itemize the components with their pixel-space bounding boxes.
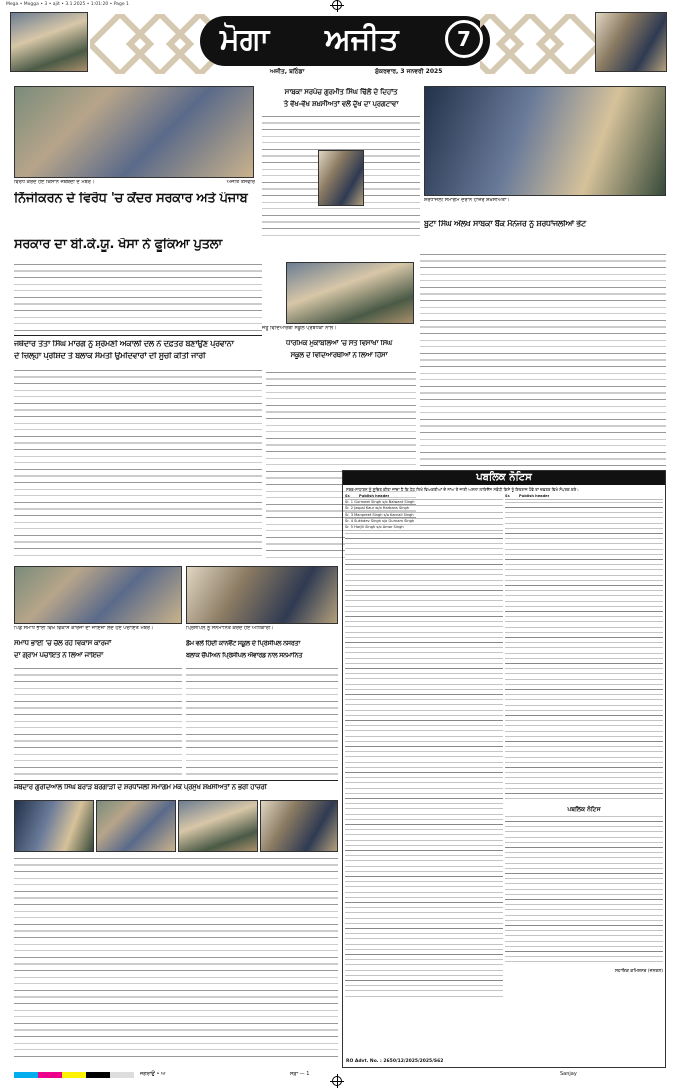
story4-headline-line1: ਜਥੇਦਾਰ ਤੋਤਾ ਸਿੰਘ ਮਾਰਗ ਨੂੰ ਸ਼੍ਰੋਮਣੀ ਅਕਾਲੀ ਦਲ ਨੇ ਦਫ਼ਤਰ ਬਣਾਉਣ ਪ੍ਰਵਾਨਾ	[14, 340, 234, 348]
notice-list-filler	[505, 500, 663, 800]
story2-headline-line2: ਤੇ ਵੱਖ-ਵੱਖ ਸ਼ਖ਼ਸੀਅਤਾਂ ਵਲੋਂ ਦੁੱਖ ਦਾ ਪ੍ਰਗਟਾਵਾ	[283, 100, 399, 108]
masthead-pattern-right-icon	[480, 14, 600, 74]
story5-headline-line1: ਧਾਰਮਿਕ ਮੁਕਾਬਲਿਆਂ 'ਚ ਸੰਤ ਵਿਸਾਖਾ ਸਿੰਘ	[286, 340, 392, 347]
story1-caption: ਵਿਰੋਧ ਕਰਦੇ ਹੋਏ ਕਿਸਾਨ ਜਥੇਬੰਦੀ ਦੇ ਮੈਂਬਰ।	[14, 180, 95, 185]
notice-list-filler	[505, 814, 663, 964]
story5-caption: ਜੇਤੂ ਵਿਦਿਆਰਥੀ ਸਕੂਲ ਪ੍ਰਬੰਧਕਾਂ ਨਾਲ।	[262, 326, 337, 331]
footer-mid: ਸਫ਼ਾ — 1	[290, 1071, 310, 1077]
masthead-title-right: ਅਜੀਤ	[325, 22, 399, 57]
story6-caption: ਪਿੰਡ ਸਮਾਧ ਭਾਈ ਵਿਖੇ ਵਿਕਾਸ ਕਾਰਜਾਂ ਦਾ ਜਾਇਜ਼ਾ ਲੈਂਦੇ ਹੋਏ ਪੰਚਾਇਤ ਮੈਂਬਰ।	[14, 626, 154, 631]
footer-color-bar	[14, 1072, 134, 1078]
public-notice	[342, 470, 666, 1068]
story8-body	[14, 856, 338, 1061]
table-row: Sr. 2 Jaspal Kaur w/o Harbans Singh	[345, 506, 503, 512]
story3-headline: ਬੂਟਾ ਸਿੰਘ ਔਲਖ ਸਾਬਕਾ ਬੈਂਕ ਮੈਨੇਜਰ ਨੂੰ ਸ਼ਰਧਾਂਜਲੀਆਂ ਭੇਟ	[424, 220, 586, 228]
story3-photo	[424, 86, 666, 196]
page-number-text: 7	[457, 27, 471, 51]
story8-photo-1	[14, 800, 94, 852]
story2-headline-line1: ਸਾਬਕਾ ਸਰਪੰਚ ਗੁਰਮੀਤ ਸਿੰਘ ਢਿੱਲੋਂ ਦੇ ਦਿਹਾਂਤ	[284, 88, 398, 96]
story5-headline-line2: ਸਕੂਲ ਦੇ ਵਿਦਿਆਰਥੀਆਂ ਨੇ ਲਿਆ ਹਿੱਸਾ	[290, 352, 388, 359]
notice-header: Sr. Publish header	[345, 494, 503, 500]
story7-body	[186, 666, 338, 776]
story7-caption: ਪ੍ਰਿੰਸੀਪਲ ਨੂੰ ਸਨਮਾਨਿਤ ਕਰਦੇ ਹੋਏ ਅਧਿਕਾਰੀ।	[186, 626, 274, 631]
table-row: Sr. 5 Harjit Singh s/o Amar Singh	[345, 525, 503, 531]
story4-body	[14, 368, 262, 558]
masthead-photo-left	[10, 12, 88, 72]
masthead-title-left: ਮੋਗਾ	[220, 22, 270, 57]
story3-caption: ਸ਼ਰਧਾਂਜਲੀ ਸਮਾਗਮ ਦੌਰਾਨ ਹਾਜ਼ਰ ਸ਼ਖ਼ਸੀਅਤਾਂ।	[424, 198, 510, 203]
story8-headline: ਜਥੇਦਾਰ ਗੁਰਦਿਆਲ ਸਿੰਘ ਬਰਾੜ ਬਰਗਾੜੀ ਦੇ ਸ਼ਰਧਾਂਜਲੀ ਸਮਾਗਮ ਮੌਕੇ ਪ੍ਰਮੁੱਖ ਸ਼ਖ਼ਸੀਅਤਾਂ ਨੇ ਭਰੀ ਹਾਜ਼ਰੀ	[14, 784, 267, 791]
story8-photo-2	[96, 800, 176, 852]
story1-headline-line2: ਸਰਕਾਰ ਦਾ ਬੀ.ਕੇ.ਯੂ. ਖੋਸਾ ਨੇ ਫੂਕਿਆ ਪੁਤਲਾ	[14, 238, 222, 252]
story7-headline-line2: ਬਲਾਕ ਚੈਂਪੀਅਨ ਪ੍ਰਿੰਸੀਪਲ ਐਵਾਰਡ ਨਾਲ ਸਨਮਾਨਿਤ	[186, 652, 303, 659]
story6-photo	[14, 566, 182, 624]
story7-photo	[186, 566, 338, 624]
masthead-photo-right	[595, 12, 667, 72]
table-row: Sr. 1 Gurmeet Singh s/o Balwant Singh	[345, 500, 503, 506]
footer-left: ਜਗਰਾਉਂ • ਅ	[140, 1071, 166, 1077]
public-notice-footer-title: ਪਬਲਿਕ ਨੋਟਿਸ	[567, 806, 601, 814]
story8-photo-4	[260, 800, 338, 852]
story1-credit: ਅਜੀਤ ਤਸਵੀਰ	[226, 180, 255, 185]
divider	[14, 780, 338, 781]
notice-list-filler	[345, 531, 503, 1001]
story1-photo	[14, 86, 254, 178]
story7-headline-line1: ਡੈਮ ਵਲੋਂ ਹਿੰਦੀ ਕਾਨਵੈਂਟ ਸਕੂਲ ਦੇ ਪ੍ਰਿੰਸੀਪਲ ਨਸਰਤਾ	[186, 640, 301, 647]
masthead	[10, 12, 667, 80]
divider	[14, 335, 262, 336]
table-row: Sr. 4 Sukhdev Singh s/o Gurnam Singh	[345, 519, 503, 525]
story6-headline-line1: ਸਮਾਧ ਭਾਈ 'ਚ ਚੱਲ ਰਹੇ ਵਿਕਾਸ ਕਾਰਜਾਂ	[14, 640, 111, 647]
registration-mark-icon	[332, 1076, 342, 1086]
public-notice-ad-ref: RO Advt. No. : 2650/12/2025/2025/S62	[346, 1059, 444, 1064]
notice-column-left	[345, 494, 503, 1001]
notice-header: Sr. Publish header	[505, 494, 663, 500]
footer-right: Sanjay	[560, 1071, 577, 1077]
page-number	[445, 20, 483, 58]
public-notice-signature: ਸਹਾਇਕ ਕਮਿਸ਼ਨਰ (ਜਨਰਲ)	[614, 969, 663, 975]
notice-column-right	[505, 494, 663, 1001]
masthead-subtitle: ਅਜੀਤ, ਬਠਿੰਡਾ	[270, 68, 305, 75]
print-slug: Mega • Mogga • 3 • ajit • 3.1.2025 • 1:01:20 • Page 1	[6, 2, 129, 7]
table-row: Sr. 3 Manpreet Singh s/o Karnail Singh	[345, 513, 503, 519]
story6-headline-line2: ਦਾ ਗ੍ਰਾਮ ਪੰਚਾਇਤ ਨੇ ਲਿਆ ਜਾਇਜ਼ਾ	[14, 652, 103, 659]
story3-body	[420, 252, 666, 477]
story1-headline-line1: ਨਿੱਜੀਕਰਨ ਦੇ ਵਿਰੋਧ 'ਚ ਕੇਂਦਰ ਸਰਕਾਰ ਅਤੇ ਪੰਜਾਬ	[14, 192, 248, 206]
public-notice-title: ਪਬਲਿਕ ਨੋਟਿਸ	[343, 471, 665, 485]
story5-photo	[286, 262, 414, 324]
story4-headline-line2: ਦੇ ਜ਼ਿਲ੍ਹਾ ਪ੍ਰੀਸ਼ਦ ਤੇ ਬਲਾਕ ਸੰਮਤੀ ਉਮੀਦਵਾਰਾਂ ਦੀ ਸੂਚੀ ਕੀਤੀ ਜਾਰੀ	[14, 352, 206, 360]
registration-mark-icon	[332, 0, 342, 10]
story2-portrait	[318, 150, 364, 206]
story8-photo-3	[178, 800, 258, 852]
masthead-date: ਸ਼ੁੱਕਰਵਾਰ, 3 ਜਨਵਰੀ 2025	[375, 68, 443, 75]
public-notice-intro: ਸਰਬ-ਸਾਧਾਰਨ ਨੂੰ ਸੂਚਿਤ ਕੀਤਾ ਜਾਂਦਾ ਹੈ ਕਿ ਹੇਠ ਲਿਖੇ ਵਿਅਕਤੀਆਂ ਦੇ ਨਾਂਅ ਤੇ ਜਾਰੀ ਅਸਲਾ ਲਾਇਸੈਂਸ ਸਬੰਧੀ ਕਿਸੇ ਨੂੰ ਇਤਰਾਜ਼ ਹੋਵੇ ਤਾਂ ਦਫ਼ਤਰ ਵਿਖੇ ਸੰਪਰਕ ਕਰੇ।	[346, 487, 579, 492]
story6-body	[14, 666, 182, 776]
story1-body	[14, 262, 262, 334]
